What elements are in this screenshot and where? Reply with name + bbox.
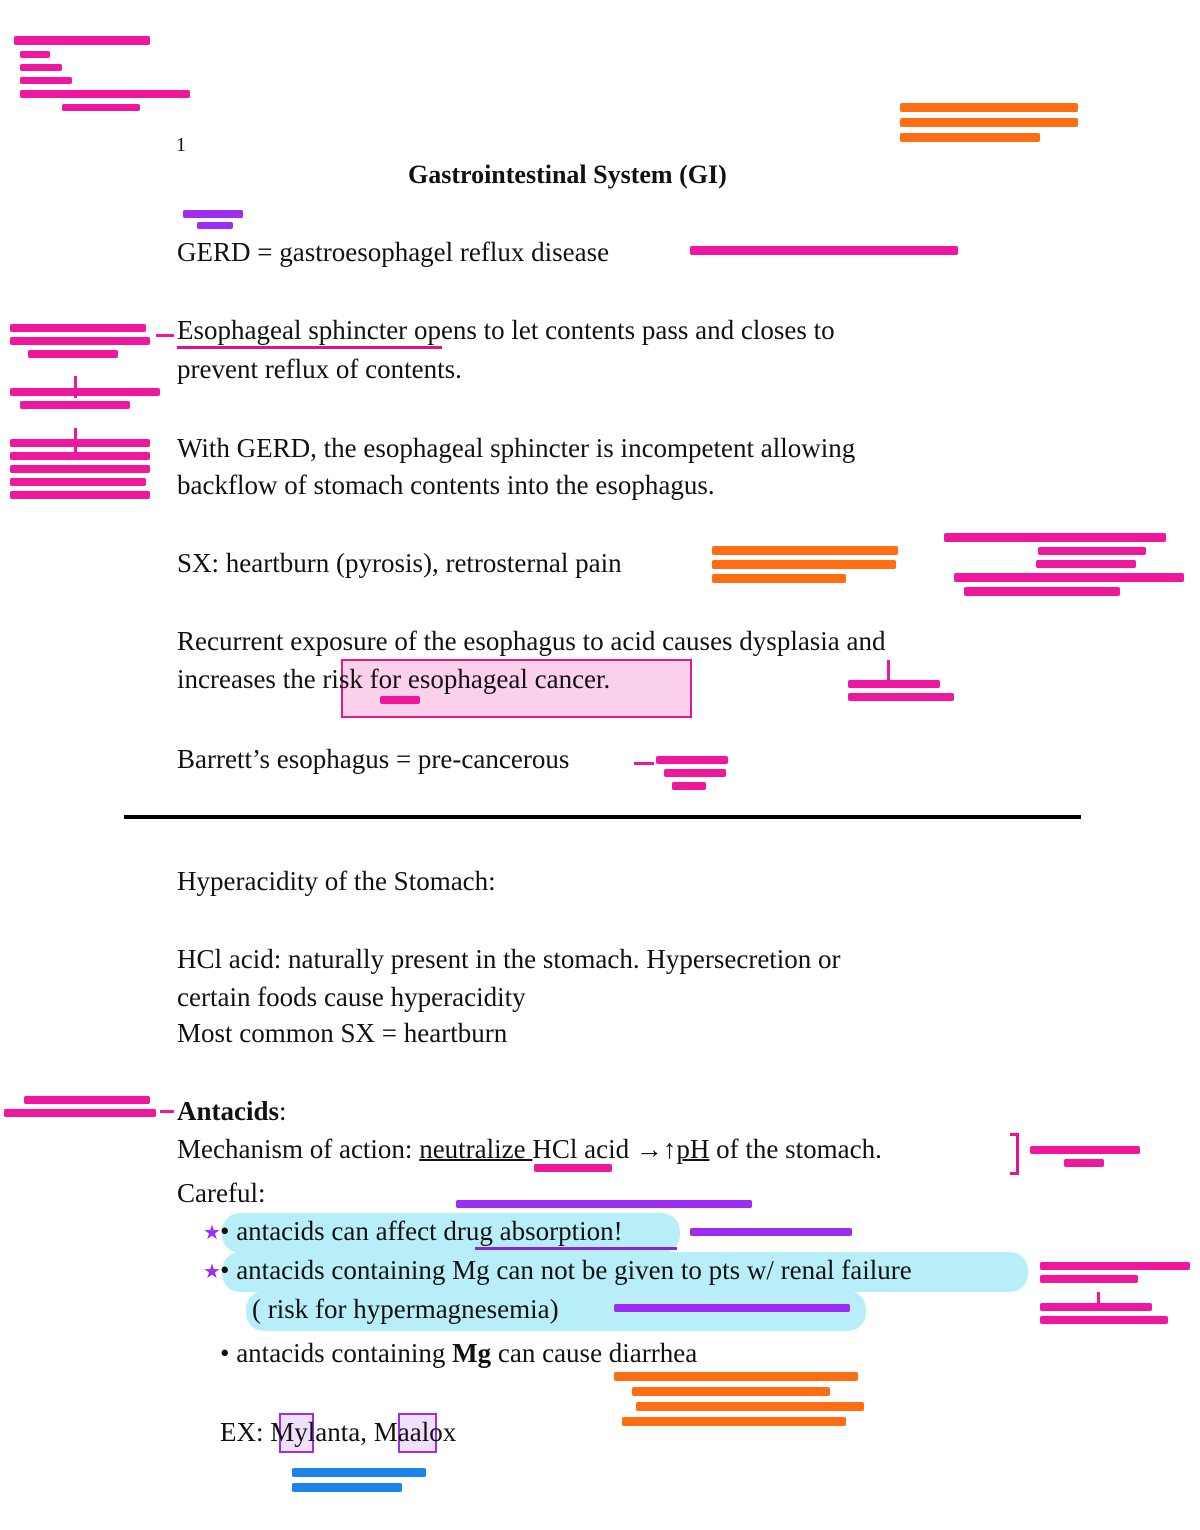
scribble-note <box>614 1372 864 1426</box>
scribble-note <box>380 696 420 704</box>
dysplasia-line2: increases the risk for esophageal cancer. <box>177 664 611 694</box>
arrow-up-icon <box>887 660 890 680</box>
section-divider <box>124 815 1081 819</box>
scribble-note <box>1030 1146 1140 1167</box>
page-number: 1 <box>176 134 186 156</box>
bullet-drug-absorption <box>220 1214 623 1248</box>
gerd-definition: GERD = gastroesophagel reflux disease <box>177 237 610 267</box>
scribble-note <box>656 756 728 790</box>
moa-neutralize: neutralize <box>419 1134 533 1164</box>
scribble-note <box>900 103 1078 142</box>
bullet-diarrhea <box>220 1336 697 1370</box>
scribble-note <box>690 246 958 255</box>
dysplasia-line1: Recurrent exposure of the esophagus to acid causes dysplasia and <box>177 626 886 656</box>
scribble-note <box>1040 1262 1190 1324</box>
arrow-right-icon <box>160 1110 174 1113</box>
scribble-note <box>534 1164 612 1172</box>
antacids-heading: Antacids <box>177 1096 280 1126</box>
antacid-examples <box>220 1415 456 1449</box>
moa-end: of the stomach. <box>709 1134 882 1164</box>
barretts-esophagus: Barrett’s esophagus = pre-cancerous <box>177 744 570 774</box>
bullet3-mg: Mg <box>452 1338 492 1368</box>
sphincter-line2: prevent reflux of contents. <box>177 354 462 384</box>
arrow-right-icon <box>634 762 654 765</box>
scribble-note <box>14 36 190 111</box>
scribble-note <box>690 1228 852 1236</box>
scribble-note <box>712 546 898 583</box>
bullet-renal-failure: • antacids containing Mg can not be given to pts w/ renal failure <box>220 1255 912 1285</box>
hyperacidity-heading: Hyperacidity of the Stomach: <box>177 866 496 896</box>
scribble-note <box>944 533 1184 596</box>
moa-label: Mechanism of action: <box>177 1134 420 1164</box>
scribble-note <box>292 1468 426 1492</box>
arrow-left-icon <box>156 334 174 337</box>
arrow-down-icon <box>74 428 77 452</box>
example1-rest: ylanta, <box>294 1417 367 1447</box>
hcl-line1: HCl acid: naturally present in the stomach. Hypersecretion or <box>177 944 841 974</box>
bullet3-end: can cause diarrhea <box>491 1338 698 1368</box>
moa-mid: HCl acid <box>532 1134 636 1164</box>
scribble-note <box>183 210 243 229</box>
scribble-note <box>456 1200 752 1208</box>
bullet-hypermagnesemia: ( risk for hypermagnesemia) <box>252 1294 559 1324</box>
example2-first: M <box>373 1417 398 1447</box>
mechanism-of-action <box>177 1132 882 1166</box>
incompetent-line1: With GERD, the esophageal sphincter is incompetent allowing <box>177 433 856 463</box>
bullet1-pre: • antacids can affect <box>220 1216 444 1246</box>
star-icon: ★ <box>203 1259 221 1283</box>
moa-arrow: →↑ <box>635 1134 677 1164</box>
antacids-colon: : <box>279 1096 287 1126</box>
moa-ph: pH <box>676 1134 710 1164</box>
antacids-heading-line <box>177 1094 287 1128</box>
star-icon: ★ <box>203 1220 221 1244</box>
incompetent-line2: backflow of stomach contents into the esophagus. <box>177 470 715 500</box>
gerd-symptoms: SX: heartburn (pyrosis), retrosternal pain <box>177 548 622 578</box>
sphincter-term: Esophageal sphincter <box>177 315 408 345</box>
common-sx: Most common SX = heartburn <box>177 1018 508 1048</box>
example1-first: M <box>270 1417 295 1447</box>
example2-rest: aalox <box>397 1417 457 1447</box>
examples-label: EX: <box>220 1417 271 1447</box>
arrow-down-icon <box>1097 1292 1100 1308</box>
moa-bracket <box>1010 1133 1019 1175</box>
scribble-note <box>848 680 954 701</box>
hcl-line2: certain foods cause hyperacidity <box>177 982 526 1012</box>
page-title: Gastrointestinal System (GI) <box>408 160 727 189</box>
bullet1-term: drug absorption <box>443 1216 614 1246</box>
scribble-note <box>614 1304 850 1312</box>
sphincter-sentence <box>177 313 835 347</box>
sphincter-rest: opens to let contents pass and closes to <box>407 315 835 345</box>
careful-label: Careful: <box>177 1178 266 1208</box>
scribble-note <box>4 1096 156 1117</box>
bullet1-end: ! <box>613 1216 623 1246</box>
scribble-note <box>10 324 160 499</box>
arrow-down-icon <box>74 376 77 398</box>
bullet3-pre: • antacids containing <box>220 1338 453 1368</box>
